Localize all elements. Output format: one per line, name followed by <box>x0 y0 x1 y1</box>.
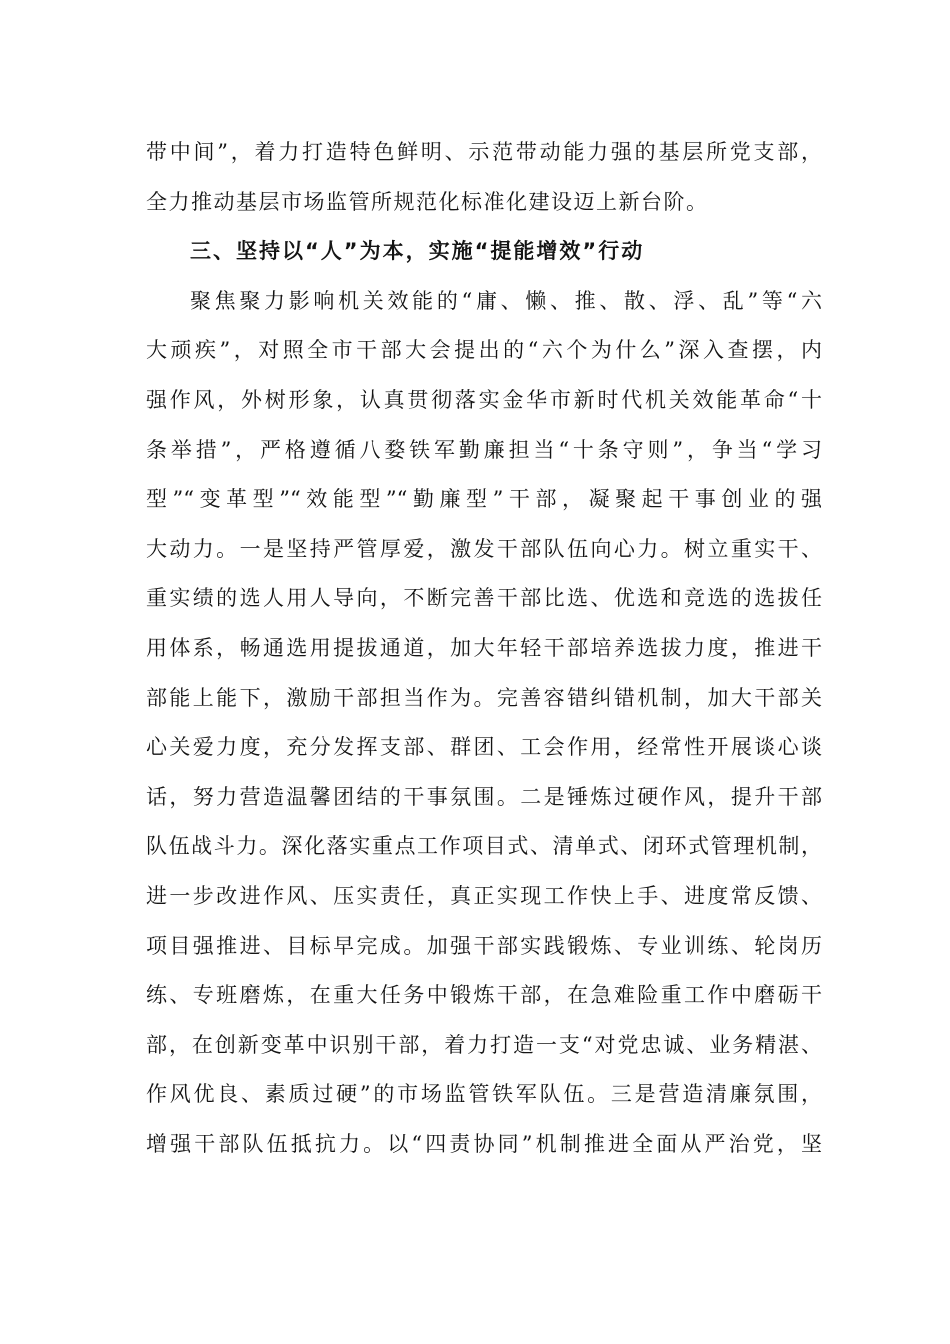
paragraph-line: 练、专班磨炼，在重大任务中锻炼干部，在急难险重工作中磨砺干 <box>146 983 822 1008</box>
document-body <box>146 128 822 1169</box>
paragraph-line: 条举措”，严格遵循八婺铁军勤廉担当“十条守则”，争当“学习 <box>146 437 822 462</box>
paragraph-line: 作风优良、素质过硬”的市场监管铁军队伍。三是营造清廉氛围， <box>146 1082 822 1107</box>
paragraph-line: 部能上能下，激励干部担当作为。完善容错纠错机制，加大干部关 <box>146 685 822 710</box>
paragraph-line: 话，努力营造温馨团结的干事氛围。二是锤炼过硬作风，提升干部 <box>146 784 822 809</box>
paragraph-line: 部，在创新变革中识别干部，着力打造一支“对党忠诚、业务精湛、 <box>146 1032 822 1057</box>
paragraph-line: 队伍战斗力。深化落实重点工作项目式、清单式、闭环式管理机制， <box>146 834 822 859</box>
paragraph-line: 用体系，畅通选用提拔通道，加大年轻干部培养选拔力度，推进干 <box>146 635 822 660</box>
paragraph-line: 大顽疾”，对照全市干部大会提出的“六个为什么”深入查摆，内 <box>146 338 822 363</box>
paragraph-line: 带中间”，着力打造特色鲜明、示范带动能力强的基层所党支部， <box>146 140 822 164</box>
paragraph-line: 项目强推进、目标早完成。加强干部实践锻炼、专业训练、轮岗历 <box>146 933 822 958</box>
paragraph-line: 型”“变革型”“效能型”“勤廉型”干部，凝聚起干事创业的强 <box>146 487 822 512</box>
paragraph-line: 增强干部队伍抵抗力。以“四责协同”机制推进全面从严治党，坚 <box>146 1131 822 1156</box>
paragraph-line: 强作风，外树形象，认真贯彻落实金华市新时代机关效能革命“十 <box>146 387 822 412</box>
paragraph-line: 全力推动基层市场监管所规范化标准化建设迈上新台阶。 <box>146 189 709 214</box>
paragraph-line: 重实绩的选人用人导向，不断完善干部比选、优选和竞选的选拔任 <box>146 586 822 611</box>
paragraph-line: 聚焦聚力影响机关效能的“庸、懒、推、散、浮、乱”等“六 <box>190 288 822 313</box>
paragraph-line: 大动力。一是坚持严管厚爱，激发干部队伍向心力。树立重实干、 <box>146 536 822 561</box>
section-heading: 三、坚持以“人”为本，实施“提能增效”行动 <box>190 239 645 264</box>
paragraph-line: 进一步改进作风、压实责任，真正实现工作快上手、进度常反馈、 <box>146 883 822 908</box>
paragraph-line: 心关爱力度，充分发挥支部、群团、工会作用，经常性开展谈心谈 <box>146 735 822 760</box>
